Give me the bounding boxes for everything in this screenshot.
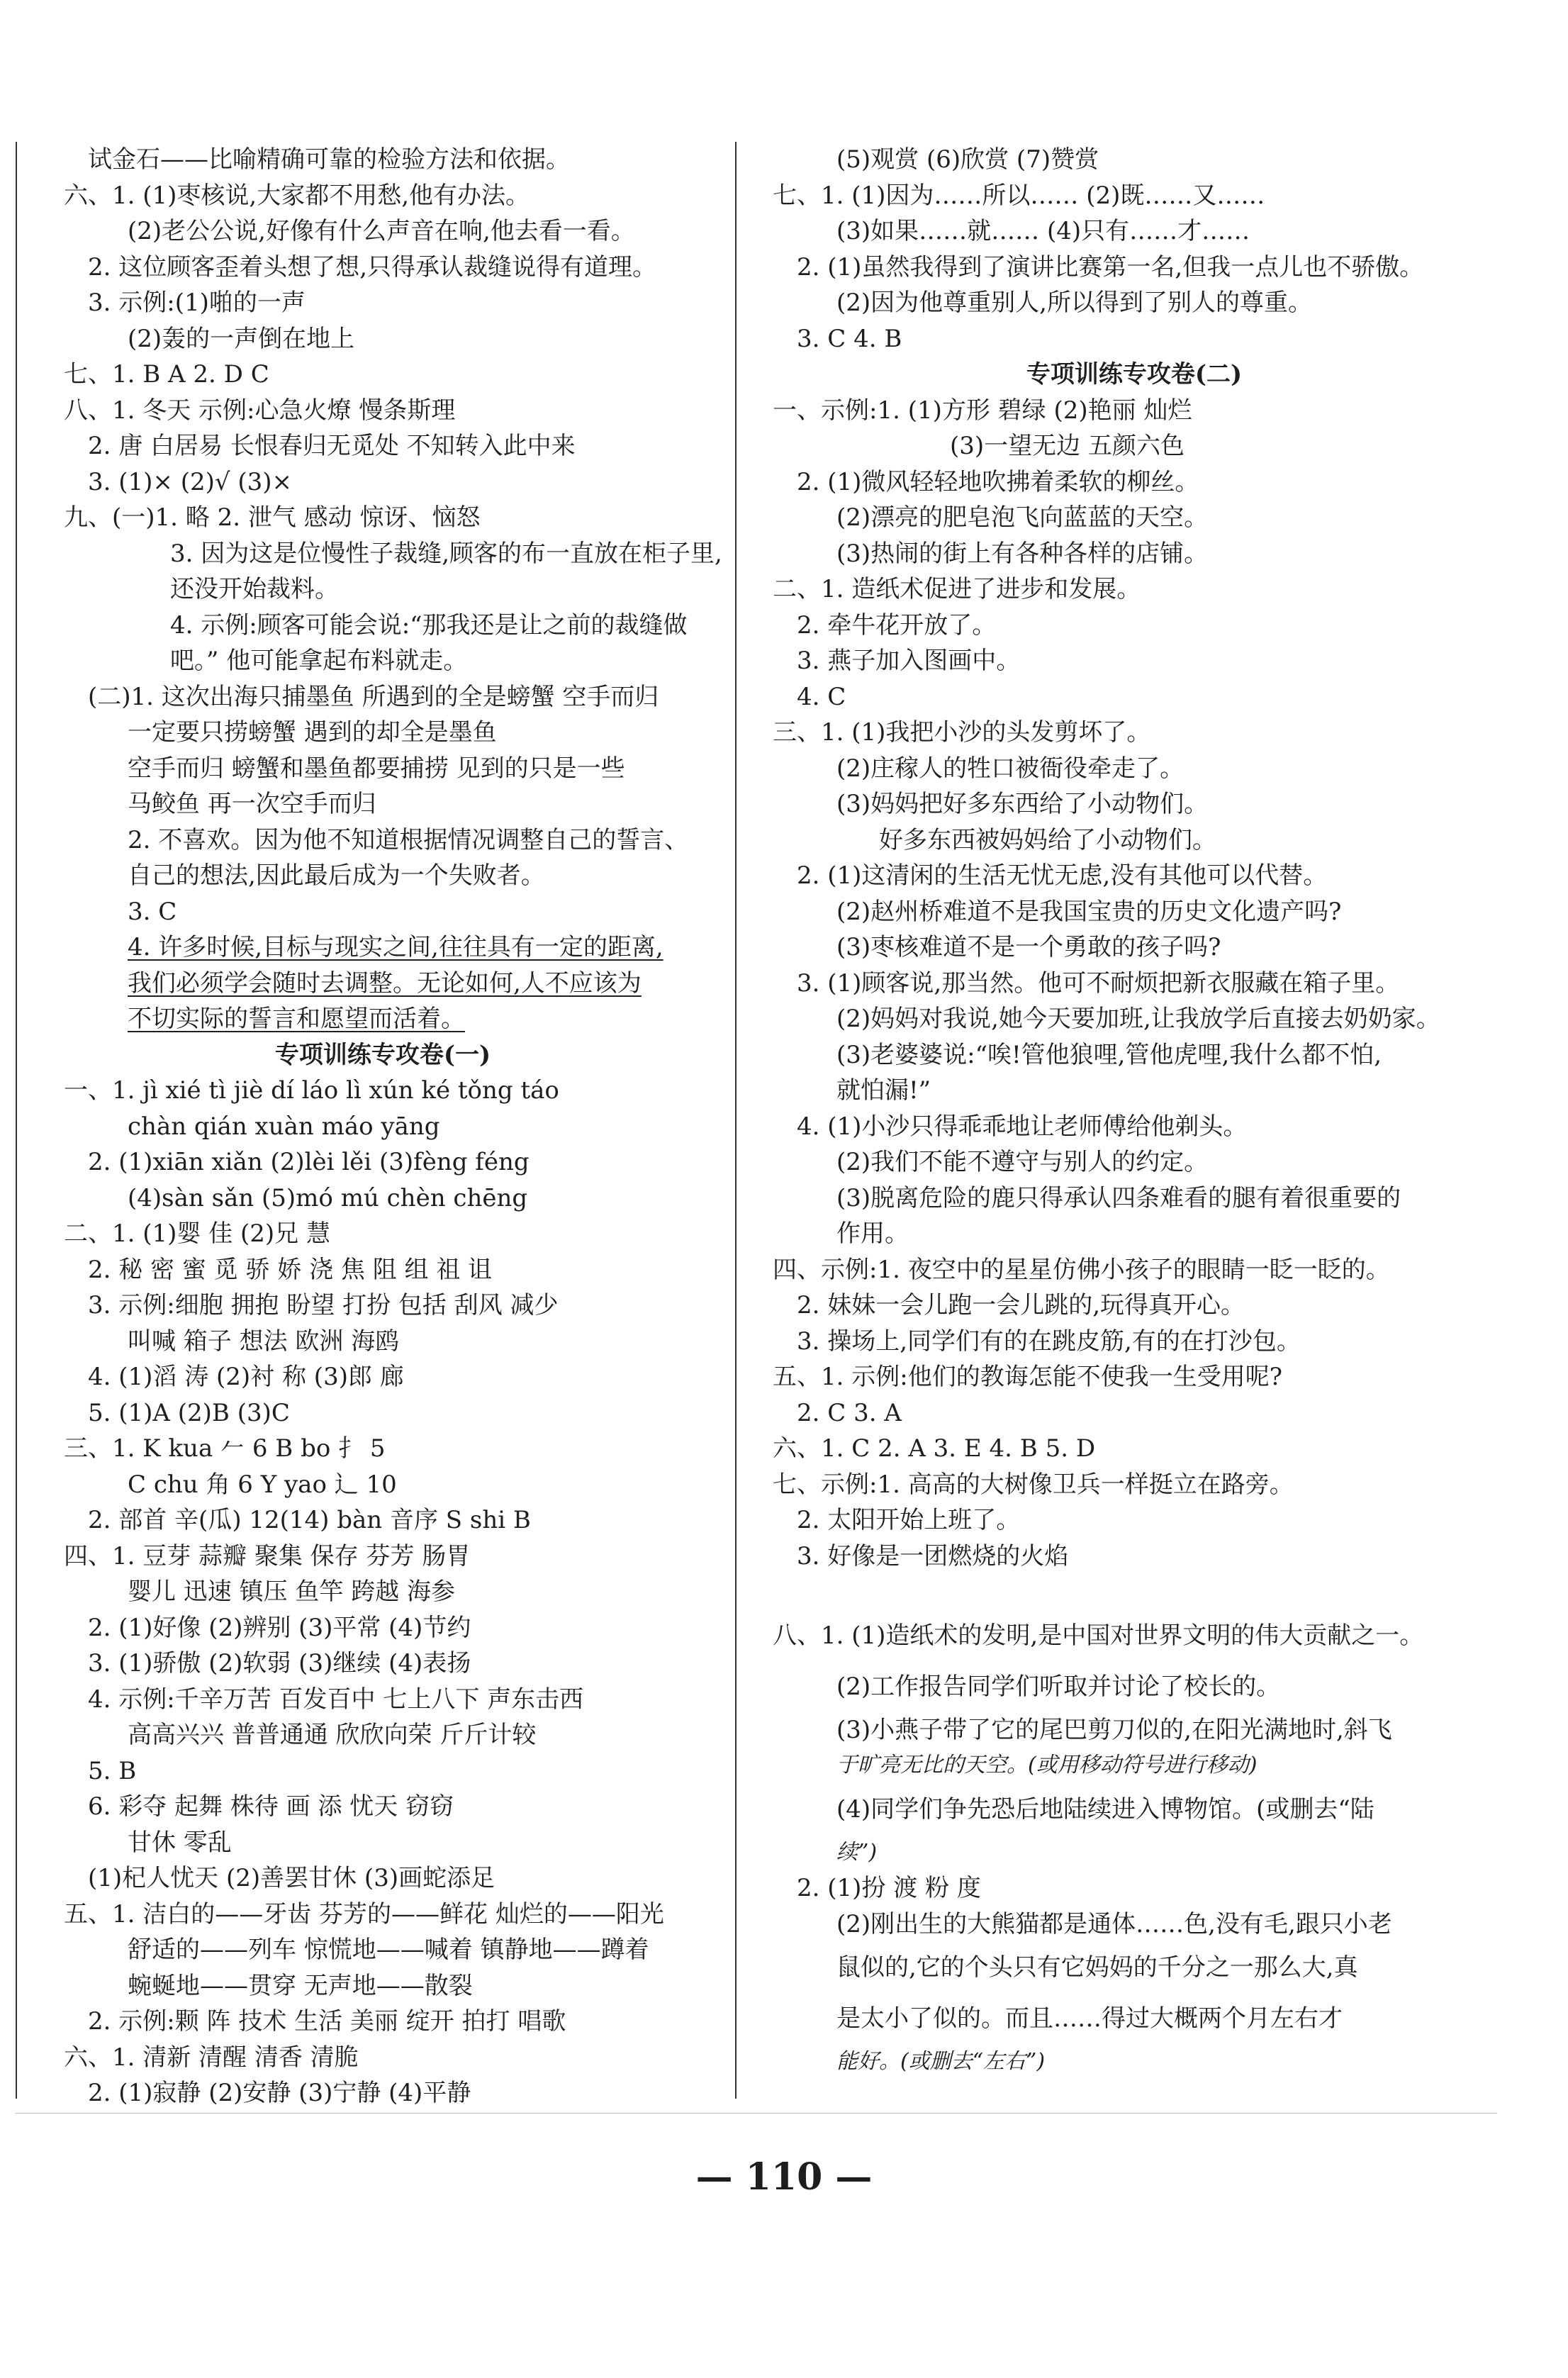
answer-line: 自己的想法,因此最后成为一个失败者。	[128, 861, 545, 890]
answer-line: 2. (1)微风轻轻地吹拂着柔软的柳丝。	[797, 467, 1199, 496]
answer-line: 六、1. (1)枣核说,大家都不用愁,他有办法。	[64, 181, 530, 210]
answer-line: 4. 示例:顾客可能会说:“那我还是让之前的裁缝做	[170, 610, 688, 640]
answer-line: 就怕漏!”	[836, 1076, 931, 1105]
section-title: 专项训练专攻卷(二)	[1026, 360, 1243, 389]
answer-line: 2. (1)虽然我得到了演讲比赛第一名,但我一点儿也不骄傲。	[797, 252, 1424, 281]
answer-line: (3)热闹的街上有各种各样的店铺。	[836, 539, 1209, 568]
answer-line: 2. (1)这清闲的生活无忧无虑,没有其他可以代替。	[797, 861, 1328, 890]
answer-line: (4)sàn sǎn (5)mó mú chèn chēng	[128, 1183, 528, 1212]
left-margin-rule	[16, 142, 17, 2099]
answer-line: 2. 示例:颗 阵 技术 生活 美丽 绽开 拍打 唱歌	[88, 2007, 566, 2036]
answer-line: 舒适的——列车 惊慌地——喊着 镇静地——蹲着	[128, 1936, 649, 1964]
answer-line: (1)杞人忧天 (2)善罢甘休 (3)画蛇添足	[88, 1864, 495, 1892]
answer-line: 2. (1)扮 渡 粉 度	[797, 1874, 981, 1902]
answer-line: 2. (1)好像 (2)辨别 (3)平常 (4)节约	[88, 1613, 471, 1642]
answer-line: (3)小燕子带了它的尾巴剪刀似的,在阳光满地时,斜飞	[836, 1715, 1392, 1744]
answer-line: 4. 许多时候,目标与现实之间,往往具有一定的距离,	[128, 933, 663, 961]
page-number: — 110 —	[695, 2155, 873, 2199]
answer-line: 4. (1)滔 涛 (2)衬 称 (3)郎 廊	[88, 1363, 404, 1391]
answer-line: 3. 示例:(1)啪的一声	[88, 289, 306, 317]
answer-line: 3. C	[128, 897, 177, 926]
answer-line: 六、1. C 2. A 3. E 4. B 5. D	[773, 1434, 1096, 1463]
answer-line: 2. 唐 白居易 长恨春归无觅处 不知转入此中来	[88, 432, 576, 460]
answer-line: 3. 操场上,同学们有的在跳皮筋,有的在打沙包。	[797, 1327, 1301, 1356]
answer-line: (2)老公公说,好像有什么声音在响,他去看一看。	[128, 217, 635, 245]
answer-line: (3)脱离危险的鹿只得承认四条难看的腿有着很重要的	[836, 1183, 1401, 1212]
answer-line: 高高兴兴 普普通通 欣欣向荣 斤斤计较	[128, 1721, 537, 1749]
answer-line: 2. 牵牛花开放了。	[797, 610, 997, 640]
answer-line: C chu 角 6 Y yao 辶 10	[128, 1470, 397, 1499]
answer-line: 还没开始裁料。	[170, 575, 339, 603]
answer-line: 试金石——比喻精确可靠的检验方法和依据。	[88, 145, 570, 174]
answer-line: 一、示例:1. (1)方形 碧绿 (2)艳丽 灿烂	[773, 396, 1192, 425]
answer-line: 甘休 零乱	[128, 1828, 232, 1857]
answer-line: 是太小了似的。而且……得过大概两个月左右才	[836, 2004, 1343, 2033]
answer-line: 3. 示例:细胞 拥抱 盼望 打扮 包括 刮风 减少	[88, 1291, 559, 1319]
answer-line: 空手而归 螃蟹和墨鱼都要捕捞 见到的只是一些	[128, 754, 625, 783]
answer-line: 不切实际的誓言和愿望而活着。	[128, 1005, 465, 1033]
answer-line: 一定要只捞螃蟹 遇到的却全是墨鱼	[128, 718, 497, 747]
answer-line: 三、1. K kua 𠂉 6 B bo 扌 5	[64, 1434, 386, 1463]
answer-line: (2)庄稼人的牲口被衙役牵走了。	[836, 754, 1185, 783]
answer-line: 2. 部首 辛(瓜) 12(14) bàn 音序 S shi B	[88, 1506, 531, 1534]
answer-line: (3)妈妈把好多东西给了小动物们。	[836, 790, 1209, 818]
answer-line: 五、1. 示例:他们的教诲怎能不使我一生受用呢?	[773, 1363, 1282, 1391]
answer-line: (2)漂亮的肥皂泡飞向蓝蓝的天空。	[836, 503, 1209, 532]
answer-line: 4. 示例:千辛万苦 百发百中 七上八下 声东击西	[88, 1685, 584, 1714]
answer-line: (4)同学们争先恐后地陆续进入博物馆。(或删去“陆	[836, 1794, 1374, 1824]
right-column	[773, 142, 1496, 2080]
answer-line: 2. C 3. A	[797, 1398, 902, 1427]
answer-line: chàn qián xuàn máo yāng	[128, 1112, 440, 1141]
answer-line: 3. (1)骄傲 (2)软弱 (3)继续 (4)表扬	[88, 1649, 471, 1678]
answer-line: 二、1. 造纸术促进了进步和发展。	[773, 575, 1141, 603]
column-divider	[735, 142, 737, 2099]
answer-line: 3. (1)× (2)√ (3)×	[88, 467, 292, 496]
answer-line: 婴儿 迅速 镇压 鱼竿 跨越 海参	[128, 1578, 456, 1606]
left-column	[64, 142, 722, 2111]
answer-line: 能好。(或删去“左右”)	[836, 2049, 1046, 2074]
answer-line: 5. (1)A (2)B (3)C	[88, 1398, 290, 1427]
answer-line: (二)1. 这次出海只捕墨鱼 所遇到的全是螃蟹 空手而归	[88, 682, 659, 711]
answer-line: 5. B	[88, 1756, 137, 1785]
section-title: 专项训练专攻卷(一)	[274, 1040, 491, 1069]
answer-line: 马鲛鱼 再一次空手而归	[128, 790, 376, 818]
answer-line: 3. 好像是一团燃烧的火焰	[797, 1541, 1069, 1570]
answer-line: (5)观赏 (6)欣赏 (7)赞赏	[836, 145, 1099, 174]
answer-line: 五、1. 洁白的——牙齿 芬芳的——鲜花 灿烂的——阳光	[64, 1899, 664, 1928]
answer-line: 鼠似的,它的个头只有它妈妈的千分之一那么大,真	[836, 1953, 1358, 1982]
answer-line: (2)赵州桥难道不是我国宝贵的历史文化遗产吗?	[836, 897, 1342, 926]
answer-line: 2. 不喜欢。因为他不知道根据情况调整自己的誓言、	[128, 825, 689, 854]
answer-line: (2)我们不能不遵守与别人的约定。	[836, 1148, 1209, 1176]
answer-line: 蜿蜒地——贯穿 无声地——散裂	[128, 1971, 473, 2000]
answer-line: 好多东西被妈妈给了小动物们。	[879, 825, 1216, 854]
answer-line: (2)妈妈对我说,她今天要加班,让我放学后直接去奶奶家。	[836, 1005, 1440, 1033]
answer-line: (2)工作报告同学们听取并讨论了校长的。	[836, 1672, 1281, 1701]
answer-line: 3. (1)顾客说,那当然。他可不耐烦把新衣服藏在箱子里。	[797, 968, 1400, 998]
answer-line: 3. C 4. B	[797, 324, 902, 353]
answer-line: 3. 燕子加入图画中。	[797, 647, 1021, 675]
answer-line: 九、(一)1. 略 2. 泄气 感动 惊讶、恼怒	[64, 503, 481, 532]
footer-rule	[16, 2113, 1497, 2114]
answer-line: 2. 这位顾客歪着头想了想,只得承认裁缝说得有道理。	[88, 252, 657, 281]
answer-line: 2. 太阳开始上班了。	[797, 1506, 1021, 1534]
answer-line: 作用。	[836, 1219, 909, 1248]
answer-line: (2)因为他尊重别人,所以得到了别人的尊重。	[836, 289, 1312, 317]
answer-line: 2. 妹妹一会儿跑一会儿跳的,玩得真开心。	[797, 1291, 1245, 1319]
answer-line: 四、示例:1. 夜空中的星星仿佛小孩子的眼睛一眨一眨的。	[773, 1255, 1390, 1284]
answer-line: 三、1. (1)我把小沙的头发剪坏了。	[773, 718, 1151, 747]
answer-line: 七、1. B A 2. D C	[64, 360, 269, 389]
answer-line: 四、1. 豆芽 蒜瓣 聚集 保存 芬芳 肠胃	[64, 1541, 471, 1570]
answer-line: 七、示例:1. 高高的大树像卫兵一样挺立在路旁。	[773, 1470, 1294, 1499]
answer-line: (3)枣核难道不是一个勇敢的孩子吗?	[836, 933, 1221, 961]
answer-line: 2. 秘 密 蜜 觅 骄 娇 浇 焦 阻 组 祖 诅	[88, 1255, 493, 1284]
answer-line	[773, 1574, 1496, 1610]
answer-line: 2. (1)寂静 (2)安静 (3)宁静 (4)平静	[88, 2079, 471, 2107]
answer-line: (3)一望无边 五颜六色	[950, 432, 1185, 460]
answer-line: 2. (1)xiān xiǎn (2)lèi lěi (3)fèng féng	[88, 1148, 530, 1176]
answer-line: (3)如果……就…… (4)只有……才……	[836, 217, 1250, 245]
answer-line: 八、1. 冬天 示例:心急火燎 慢条斯理	[64, 396, 456, 425]
answer-line: (3)老婆婆说:“唉!管他狼哩,管他虎哩,我什么都不怕,	[836, 1040, 1382, 1069]
answer-line: (2)轰的一声倒在地上	[128, 324, 355, 353]
answer-line: 6. 彩夺 起舞 株待 画 添 忧天 窃窃	[88, 1792, 454, 1821]
answer-line: 4. (1)小沙只得乖乖地让老师傅给他剃头。	[797, 1112, 1248, 1141]
answer-line: 续”)	[836, 1839, 878, 1865]
answer-line: 4. C	[797, 682, 846, 711]
answer-line: 一、1. jì xié tì jiè dí láo lì xún ké tǒng táo	[64, 1076, 559, 1105]
answer-line: 吧。” 他可能拿起布料就走。	[170, 647, 468, 675]
answer-line: 六、1. 清新 清醒 清香 清脆	[64, 2043, 359, 2072]
answer-line: 八、1. (1)造纸术的发明,是中国对世界文明的伟大贡献之一。	[773, 1621, 1424, 1650]
answer-line: 叫喊 箱子 想法 欧洲 海鸥	[128, 1327, 400, 1356]
answer-line: 二、1. (1)婴 佳 (2)兄 慧	[64, 1219, 330, 1248]
answer-line: (2)刚出生的大熊猫都是通体……色,没有毛,跟只小老	[836, 1909, 1392, 1938]
answer-line: 七、1. (1)因为……所以…… (2)既……又……	[773, 181, 1265, 210]
answer-line: 于旷亮无比的天空。(或用移动符号进行移动)	[836, 1753, 1258, 1777]
answer-line: 3. 因为这是位慢性子裁缝,顾客的布一直放在柜子里,	[170, 539, 722, 568]
answer-line: 我们必须学会随时去调整。无论如何,人不应该为	[128, 968, 642, 998]
